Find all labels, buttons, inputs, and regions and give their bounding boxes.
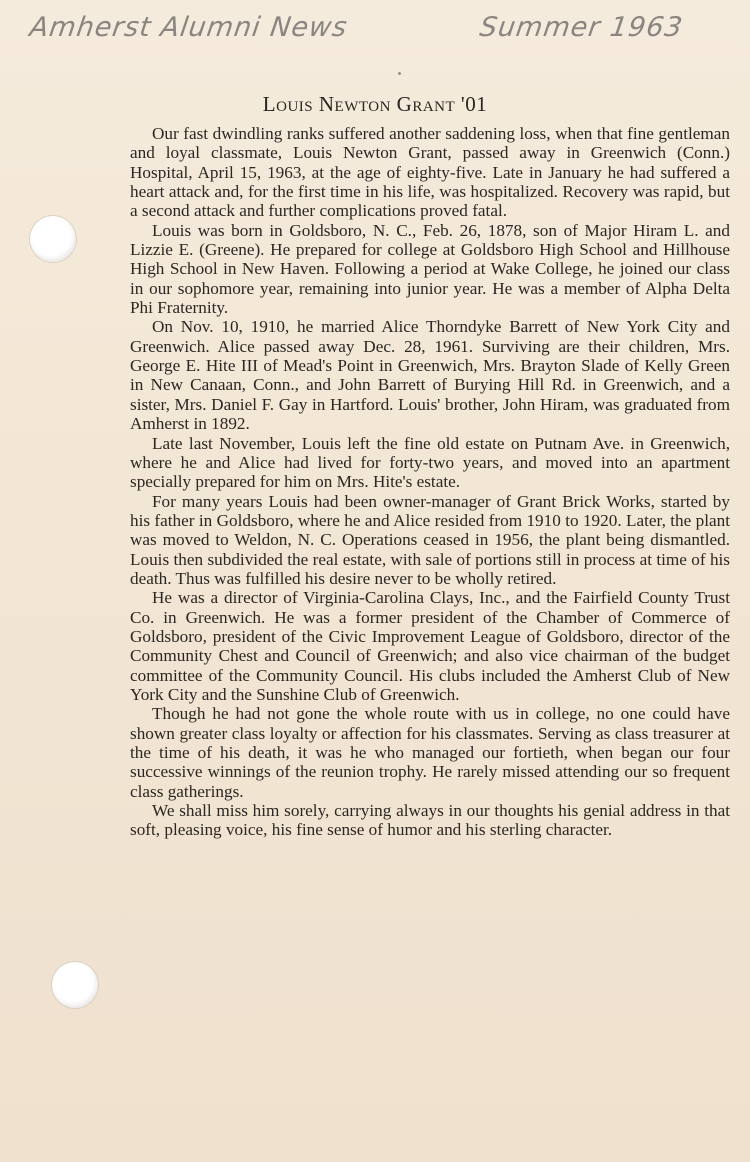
handwritten-publication-note: Amherst Alumni News — [27, 12, 350, 43]
paragraph: Late last November, Louis left the fine old estate on Putnam Ave. in Greenwich, where he and Alice had lived for forty-two years, and moved into an apartment specially prepared for him on Mrs. Hite's estate. — [130, 433, 730, 492]
punch-hole-top — [30, 216, 76, 262]
paragraph: He was a director of Virginia-Carolina Clays, Inc., and the Fairfield County Trust Co. in Greenwich. He was a former president of the Chamber of Commerce of Goldsboro, president of the Civic Improvement League of Goldsboro, director of the Community Chest and Council of Greenwich; and also vice chairman of the budget committee of the Community Council. His clubs included the Amherst Club of New York City and the Sunshine Club of Greenwich. — [130, 588, 730, 704]
handwritten-issue-note: Summer 1963 — [477, 12, 686, 43]
paragraph: Though he had not gone the whole route with us in college, no one could have shown greater class loyalty or affection for his classmates. Serving as class treasurer at the time of his death, it was he who managed our fortieth, when began our four successive winnings of the reunion trophy. He rarely missed attending our so frequent class gatherings. — [130, 704, 730, 801]
paragraph: Our fast dwindling ranks suffered another saddening loss, when that fine gentleman and loyal classmate, Louis Newton Grant, passed away in Greenwich (Conn.) Hospital, April 15, 1963, at the age of eighty-five. Late in January he had suffered a heart attack and, for the first time in his life, was hospitalized. Recovery was rapid, but a second attack and further complications proved fatal. — [130, 124, 730, 221]
punch-hole-bottom — [52, 962, 98, 1008]
ink-speck — [398, 72, 401, 75]
article-title: Louis Newton Grant '01 — [262, 92, 488, 116]
paragraph: We shall miss him sorely, carrying always in our thoughts his genial address in that soft, pleasing voice, his fine sense of humor and his sterling character. — [130, 801, 730, 840]
paragraph: For many years Louis had been owner-manager of Grant Brick Works, started by his father in Goldsboro, where he and Alice resided from 1910 to 1920. Later, the plant was moved to Weldon, N. C. Operations ceased in 1956, the plant being dismantled. Louis then subdivided the real estate, with sale of portions still in process at time of his death. Thus was fulfilled his desire never to be wholly retired. — [130, 491, 730, 588]
paragraph: On Nov. 10, 1910, he married Alice Thorndyke Barrett of New York City and Greenwich. Alice passed away Dec. 28, 1961. Surviving are their children, Mrs. George E. Hite III of Mead's Point in Greenwich, Mrs. Brayton Slade of Kelly Green in New Canaan, Conn., and John Barrett of Burying Hill Rd. in Greenwich, and a sister, Mrs. Daniel F. Gay in Hartford. Louis' brother, John Hiram, was graduated from Amherst in 1892. — [130, 317, 730, 434]
article-body — [130, 124, 730, 840]
paragraph: Louis was born in Goldsboro, N. C., Feb. 26, 1878, son of Major Hiram L. and Lizzie E. (Greene). He prepared for college at Goldsboro High School and Hillhouse High School in New Haven. Following a period at Wake College, he joined our class in our sophomore year, remaining into junior year. He was a member of Alpha Delta Phi Fraternity. — [130, 220, 730, 318]
